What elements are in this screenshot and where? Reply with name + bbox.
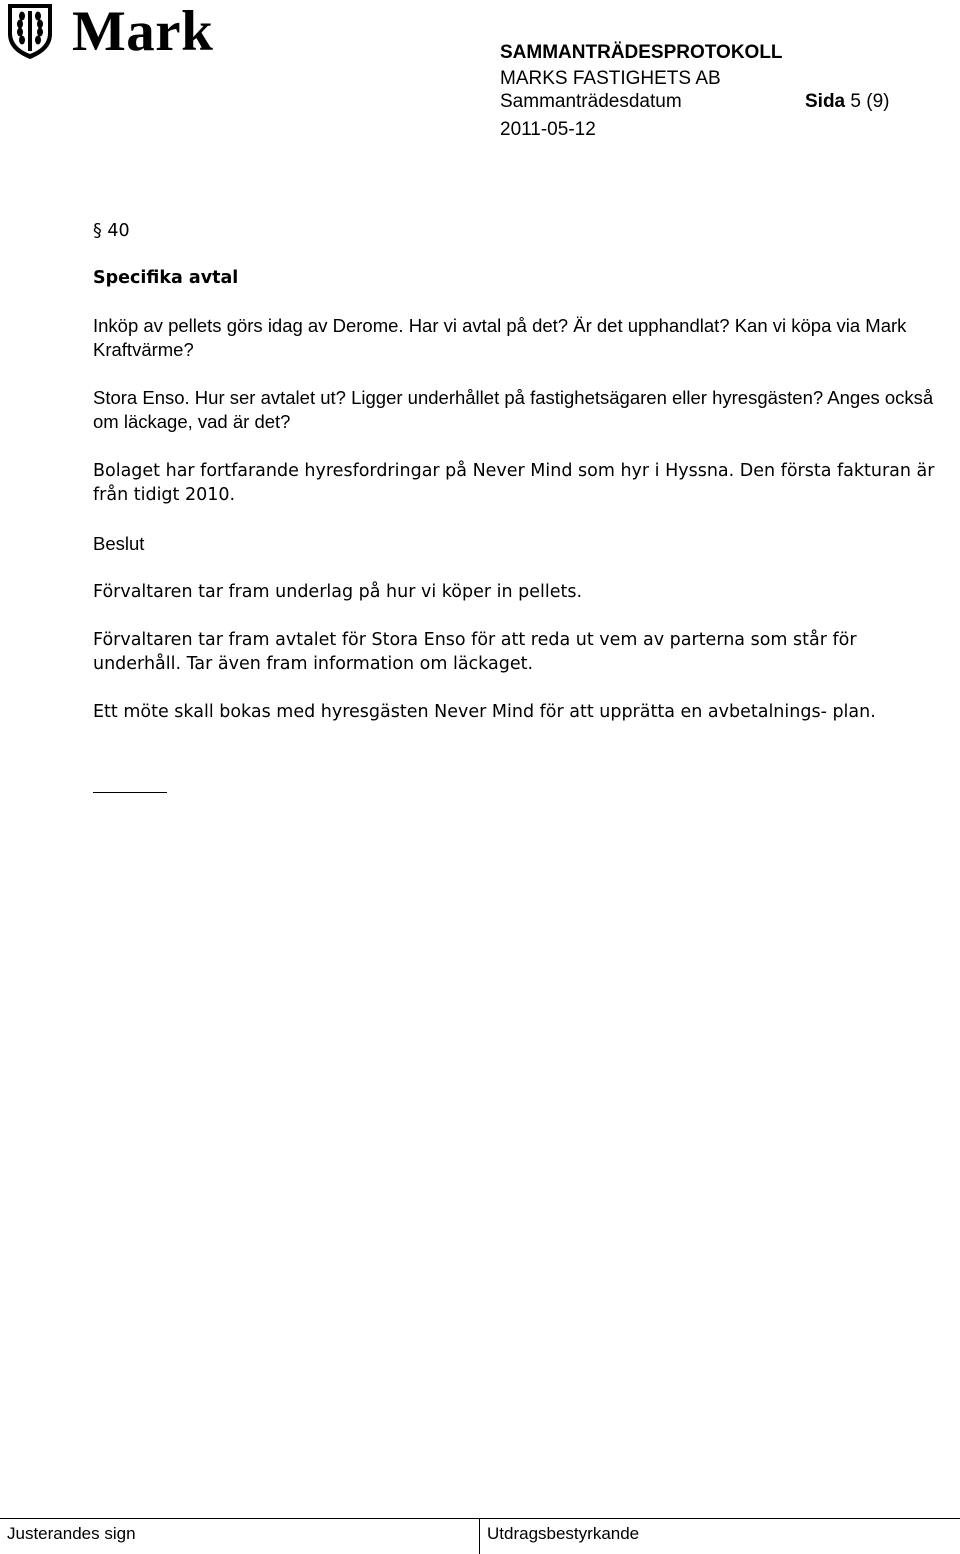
meeting-date: 2011-05-12 [500, 119, 596, 140]
logo-wordmark: Mark [72, 0, 214, 63]
footer-certification-label: Utdragsbestyrkande [487, 1524, 640, 1543]
section-number-value: 40 [107, 221, 130, 241]
page-indicator [805, 91, 889, 113]
decision-item: Förvaltaren tar fram avtalet för Stora Enso för att reda ut vem av parterna som står för underhåll. Tar även fram information om läckaget. [93, 630, 857, 674]
page-number: 5 (9) [850, 91, 890, 112]
decision-heading: Beslut [93, 533, 145, 554]
paragraph-stora-enso: Stora Enso. Hur ser avtalet ut? Ligger underhållet på fastighetsägaren eller hyresgästen? Anges också om läckage, vad är det? [93, 387, 934, 432]
paragraph-rent-claims: Bolaget har fortfarande hyresfordringar på Never Mind som hyr i Hyssna. Den första fakturan är från tidigt 2010. [93, 461, 935, 505]
municipal-shield-icon [6, 2, 54, 60]
document-type-title: SAMMANTRÄDESPROTOKOLL [500, 42, 783, 63]
paragraph-pellets: Inköp av pellets görs idag av Derome. Har vi avtal på det? Är det upphandlat? Kan vi köpa via Mark Kraftvärme? [93, 315, 907, 360]
section-title: Specifika avtal [93, 268, 239, 288]
section-end-rule [93, 792, 167, 793]
decision-item: Ett möte skall bokas med hyresgästen Never Mind för att upprätta en avbetalnings- plan. [93, 702, 876, 722]
page-label: Sida [805, 91, 846, 112]
section-symbol: § [93, 221, 102, 241]
section-number [93, 219, 943, 243]
footer-rule [0, 1518, 960, 1519]
footer-signature-label: Justerandes sign [7, 1524, 136, 1543]
meeting-date-label: Sammanträdesdatum [500, 91, 682, 112]
footer-divider [479, 1518, 480, 1554]
decision-item: Förvaltaren tar fram underlag på hur vi köper in pellets. [93, 582, 583, 602]
company-name: MARKS FASTIGHETS AB [500, 68, 721, 89]
